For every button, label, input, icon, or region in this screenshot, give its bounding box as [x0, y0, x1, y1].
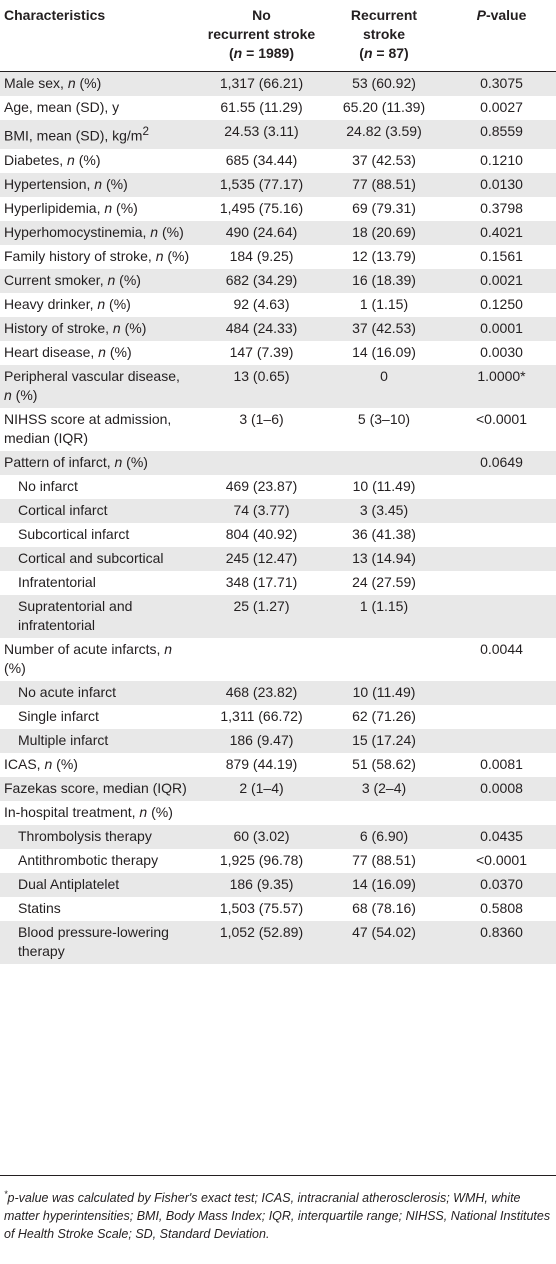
recurrent-value: 14 (16.09) [352, 875, 416, 892]
row-label-text: Infratentorial [18, 573, 96, 590]
row-label [0, 681, 193, 705]
p-value: 0.0030 [480, 343, 523, 360]
recurrent-value: 3 (3.45) [359, 501, 409, 518]
row-label [0, 638, 193, 681]
no-recurrent-value: 348 (17.71) [225, 573, 298, 590]
row-label-n-symbol: n [104, 199, 113, 216]
recurrent-value: 37 (42.53) [352, 151, 416, 168]
recurrent-value: 14 (16.09) [352, 343, 416, 360]
table-row [0, 777, 556, 801]
p-value: 0.3798 [480, 199, 523, 216]
header-p-value [438, 0, 556, 72]
table-row [0, 451, 556, 475]
header-no-recurrent-line1: No [252, 7, 271, 23]
row-label [0, 825, 193, 849]
row-label-text: History of stroke, [4, 319, 113, 336]
row-label-text: Heart disease, [4, 343, 99, 360]
row-label-text: Cortical infarct [18, 501, 108, 518]
header-recurrent-stroke: Recurrent stroke (n = 87) [330, 0, 438, 72]
row-label [0, 173, 193, 197]
header-no-recurrent-n-symbol: n [233, 45, 243, 61]
p-value: 0.0435 [480, 827, 523, 844]
table-row [0, 120, 556, 149]
no-recurrent-value: 186 (9.35) [229, 875, 294, 892]
table-row [0, 269, 556, 293]
recurrent-value: 12 (13.79) [352, 247, 416, 264]
row-label-n-symbol: n [150, 223, 159, 240]
row-label-suffix: (%) [105, 343, 132, 360]
recurrent-value: 1 (1.15) [359, 295, 409, 312]
no-recurrent-value: 685 (34.44) [225, 151, 298, 168]
row-label-text: Fazekas score, median (IQR) [4, 779, 187, 796]
table-row [0, 825, 556, 849]
row-label [0, 317, 193, 341]
table-row [0, 638, 556, 681]
table-row [0, 221, 556, 245]
row-label-n-symbol: n [107, 271, 116, 288]
header-no-recurrent-n-value: = 1989) [242, 45, 294, 61]
table-row [0, 595, 556, 638]
row-label-text: Hyperhomocystinemia, [4, 223, 151, 240]
row-label [0, 729, 193, 753]
p-value: 0.0649 [480, 453, 523, 470]
header-p-symbol: P [476, 7, 486, 23]
p-value [438, 801, 556, 825]
row-label [0, 120, 193, 149]
p-value [438, 571, 556, 595]
recurrent-value [330, 451, 438, 475]
no-recurrent-value: 24.53 (3.11) [224, 123, 299, 139]
row-label-n-symbol: n [112, 319, 121, 336]
p-value: 0.8360 [480, 923, 523, 940]
row-label [0, 408, 193, 451]
row-label [0, 475, 193, 499]
row-label-text: No acute infarct [18, 683, 117, 700]
row-label-suffix: (%) [52, 755, 78, 772]
no-recurrent-value: 468 (23.82) [225, 683, 298, 700]
header-recurrent-n-value: = 87) [372, 45, 409, 61]
header-row [0, 0, 556, 72]
row-label-n-symbol: n [67, 75, 76, 91]
recurrent-value: 51 (58.62) [352, 755, 416, 772]
row-label-n-symbol: n [114, 453, 123, 470]
row-label-n-symbol: n [4, 386, 12, 403]
row-label-n-symbol: n [139, 803, 148, 820]
row-label-n-symbol: n [155, 247, 164, 264]
row-label [0, 341, 193, 365]
recurrent-value: 5 (3–10) [357, 410, 411, 427]
header-no-recurrent-line2: recurrent stroke [207, 26, 316, 42]
row-label-suffix: (%) [74, 151, 101, 168]
header-characteristics: Characteristics [0, 0, 193, 72]
p-value [438, 705, 556, 729]
p-value [438, 681, 556, 705]
row-label-n-symbol: n [67, 151, 75, 168]
row-label [0, 451, 193, 475]
no-recurrent-value: 1,495 (75.16) [219, 199, 304, 216]
no-recurrent-value: 13 (0.65) [233, 367, 290, 384]
no-recurrent-value: 74 (3.77) [233, 501, 290, 518]
row-label [0, 72, 193, 97]
table-row [0, 681, 556, 705]
p-value: <0.0001 [476, 851, 527, 868]
no-recurrent-value: 1,925 (96.78) [219, 851, 304, 868]
row-label [0, 801, 193, 825]
table-row [0, 149, 556, 173]
row-label [0, 873, 193, 897]
row-label-suffix: (%) [102, 175, 128, 192]
row-label-suffix: (%) [112, 199, 138, 216]
row-label-text: Pattern of infarct, [4, 453, 115, 470]
row-label [0, 499, 193, 523]
p-value: 0.0027 [480, 99, 523, 115]
recurrent-value: 16 (18.39) [352, 271, 416, 288]
table-row [0, 897, 556, 921]
row-label-text: No infarct [18, 477, 78, 494]
p-value: 0.1561 [480, 247, 523, 264]
p-value [438, 475, 556, 499]
table-row [0, 849, 556, 873]
p-value [438, 547, 556, 571]
row-label-suffix: (%) [105, 295, 131, 312]
row-label-text: Antithrombotic therapy [18, 851, 159, 868]
row-label [0, 149, 193, 173]
no-recurrent-value: 147 (7.39) [229, 343, 294, 360]
table-row [0, 173, 556, 197]
recurrent-value: 68 (78.16) [352, 899, 416, 916]
row-label-superscript: 2 [142, 125, 149, 138]
row-label [0, 897, 193, 921]
no-recurrent-value: 1,535 (77.17) [219, 175, 304, 192]
row-label-suffix: (%) [75, 75, 102, 91]
footnote-text: p-value was calculated by Fisher's exact test; ICAS, intracranial atherosclerosis; WMH, white matter hyperintensities; BMI, Body Mass Index; IQR, interquartile range; NIHSS, National Institutes of Health Stroke Scale; SD, Standard Deviation. [4, 1191, 551, 1242]
row-label-text: Statins [18, 899, 61, 916]
table-row [0, 921, 556, 964]
row-label-text: Number of acute infarcts, [4, 640, 165, 657]
row-label [0, 293, 193, 317]
recurrent-value: 1 (1.15) [359, 597, 409, 614]
row-label-n-symbol: n [98, 343, 106, 360]
table-footnote [0, 1175, 556, 1243]
row-label [0, 705, 193, 729]
row-label-text: Current smoker, [4, 271, 108, 288]
row-label-n-symbol: n [97, 295, 106, 312]
row-label-suffix: (%) [163, 247, 190, 264]
row-label [0, 753, 193, 777]
header-recurrent-line2: stroke [362, 26, 406, 42]
table-row [0, 365, 556, 408]
p-value: 0.0044 [480, 640, 523, 657]
no-recurrent-value: 484 (24.33) [225, 319, 298, 336]
row-label-text: In-hospital treatment, [4, 803, 140, 820]
recurrent-value: 36 (41.38) [352, 525, 416, 542]
table-row [0, 523, 556, 547]
table-row [0, 317, 556, 341]
no-recurrent-value: 804 (40.92) [225, 525, 298, 542]
p-value [438, 595, 556, 638]
row-label-suffix: (%) [158, 223, 184, 240]
recurrent-value: 77 (88.51) [352, 175, 416, 192]
header-recurrent-line1: Recurrent [350, 7, 418, 23]
row-label-n-symbol: n [44, 755, 53, 772]
header-p-rest: -value [485, 7, 527, 23]
recurrent-value: 37 (42.53) [352, 319, 416, 336]
row-label-text: Heavy drinker, [4, 295, 98, 312]
row-label-text: Age, mean (SD), y [4, 99, 120, 115]
row-label-text: Blood pressure-lowering therapy [18, 923, 169, 959]
table-row [0, 475, 556, 499]
recurrent-value: 18 (20.69) [352, 223, 416, 240]
no-recurrent-value: 490 (24.64) [225, 223, 298, 240]
p-value: 0.0021 [480, 271, 523, 288]
table-row [0, 197, 556, 221]
row-label-text: ICAS, [4, 755, 45, 772]
recurrent-value: 47 (54.02) [352, 923, 416, 940]
recurrent-value: 24.82 (3.59) [346, 123, 422, 139]
no-recurrent-value: 61.55 (11.29) [220, 99, 303, 115]
row-label [0, 197, 193, 221]
table-row [0, 801, 556, 825]
table-row [0, 408, 556, 451]
row-label-text: Subcortical infarct [18, 525, 130, 542]
row-label-text: Dual Antiplatelet [18, 875, 120, 892]
p-value: <0.0001 [476, 410, 527, 427]
recurrent-value: 65.20 (11.39) [342, 99, 426, 115]
p-value [438, 499, 556, 523]
p-value: 0.0370 [480, 875, 523, 892]
row-label-suffix: (%) [120, 319, 147, 336]
row-label [0, 547, 193, 571]
row-label-suffix: (%) [11, 386, 38, 403]
header-recurrent-n-symbol: n [363, 45, 373, 61]
row-label-text: BMI, mean (SD), kg/m [4, 127, 143, 144]
no-recurrent-value: 60 (3.02) [233, 827, 290, 844]
footnote-star: * [4, 1189, 8, 1199]
p-value: 0.0130 [480, 175, 523, 192]
table-body [0, 72, 556, 964]
row-label-suffix: (%) [115, 271, 141, 288]
recurrent-value: 77 (88.51) [352, 851, 416, 868]
recurrent-value: 62 (71.26) [352, 707, 416, 724]
row-label [0, 269, 193, 293]
no-recurrent-value [193, 801, 330, 825]
table-row [0, 341, 556, 365]
row-label [0, 96, 193, 120]
p-value: 0.1210 [480, 151, 523, 168]
p-value: 0.4021 [480, 223, 523, 240]
recurrent-value: 10 (11.49) [352, 683, 416, 700]
row-label-suffix: (%) [122, 453, 148, 470]
row-label-n-symbol: n [164, 640, 173, 657]
row-label [0, 595, 193, 638]
row-label [0, 245, 193, 269]
recurrent-value: 0 [380, 367, 388, 384]
p-value: 0.0001 [480, 319, 523, 336]
p-value: 0.3075 [480, 75, 523, 91]
no-recurrent-value: 1,052 (52.89) [219, 923, 304, 940]
recurrent-value: 53 (60.92) [352, 75, 416, 91]
no-recurrent-value: 1,317 (66.21) [219, 75, 304, 91]
no-recurrent-value: 879 (44.19) [225, 755, 298, 772]
no-recurrent-value: 2 (1–4) [239, 779, 284, 796]
table-row [0, 571, 556, 595]
no-recurrent-value: 92 (4.63) [233, 295, 290, 312]
row-label-text: Male sex, [4, 75, 68, 91]
p-value: 1.0000* [477, 367, 526, 384]
row-label [0, 921, 193, 964]
recurrent-value: 69 (79.31) [352, 199, 416, 216]
row-label [0, 365, 193, 408]
recurrent-value: 3 (2–4) [361, 779, 407, 796]
no-recurrent-value: 682 (34.29) [225, 271, 298, 288]
recurrent-value [330, 638, 438, 681]
row-label-text: Cortical and subcortical [18, 549, 164, 566]
p-value [438, 523, 556, 547]
recurrent-value: 6 (6.90) [359, 827, 409, 844]
no-recurrent-value: 3 (1–6) [239, 410, 284, 427]
no-recurrent-value: 186 (9.47) [229, 731, 294, 748]
table-row [0, 753, 556, 777]
row-label [0, 523, 193, 547]
p-value: 0.0081 [480, 755, 523, 772]
no-recurrent-value [193, 638, 330, 681]
no-recurrent-value: 25 (1.27) [233, 597, 290, 614]
recurrent-value: 15 (17.24) [352, 731, 416, 748]
row-label-n-symbol: n [94, 175, 103, 192]
no-recurrent-value: 184 (9.25) [229, 247, 294, 264]
row-label [0, 777, 193, 801]
table-row [0, 499, 556, 523]
row-label [0, 571, 193, 595]
row-label [0, 221, 193, 245]
table-row [0, 873, 556, 897]
p-value: 0.1250 [480, 295, 523, 312]
table-row [0, 245, 556, 269]
row-label-suffix: (%) [147, 803, 173, 820]
row-label-text: Thrombolysis therapy [18, 827, 152, 844]
row-label-suffix: (%) [4, 659, 26, 676]
header-no-recurrent-stroke: No recurrent stroke (n = 1989) [193, 0, 330, 72]
table-row [0, 547, 556, 571]
row-label-text: Peripheral vascular disease, [4, 367, 180, 384]
no-recurrent-value: 245 (12.47) [225, 549, 298, 566]
no-recurrent-value: 469 (23.87) [225, 477, 298, 494]
recurrent-value [330, 801, 438, 825]
row-label-text: Hypertension, [4, 175, 95, 192]
table-row [0, 72, 556, 97]
row-label-text: Family history of stroke, [4, 247, 156, 264]
table-row [0, 293, 556, 317]
p-value: 0.8559 [480, 123, 523, 139]
row-label-text: Multiple infarct [18, 731, 109, 748]
row-label-text: Single infarct [18, 707, 99, 724]
no-recurrent-value: 1,311 (66.72) [220, 707, 303, 724]
table-row [0, 96, 556, 120]
row-label-text: NIHSS score at admission, median (IQR) [4, 410, 172, 446]
p-value: 0.0008 [480, 779, 523, 796]
p-value [438, 729, 556, 753]
recurrent-value: 13 (14.94) [352, 549, 416, 566]
table-row [0, 729, 556, 753]
recurrent-value: 24 (27.59) [352, 573, 416, 590]
row-label-text: Diabetes, [4, 151, 68, 168]
row-label-text: Hyperlipidemia, [4, 199, 105, 216]
row-label [0, 849, 193, 873]
row-label-text: Supratentorial and infratentorial [18, 597, 133, 633]
table-row [0, 705, 556, 729]
no-recurrent-value: 1,503 (75.57) [219, 899, 304, 916]
no-recurrent-value [193, 451, 330, 475]
p-value: 0.5808 [480, 899, 523, 916]
recurrent-value: 10 (11.49) [352, 477, 416, 494]
